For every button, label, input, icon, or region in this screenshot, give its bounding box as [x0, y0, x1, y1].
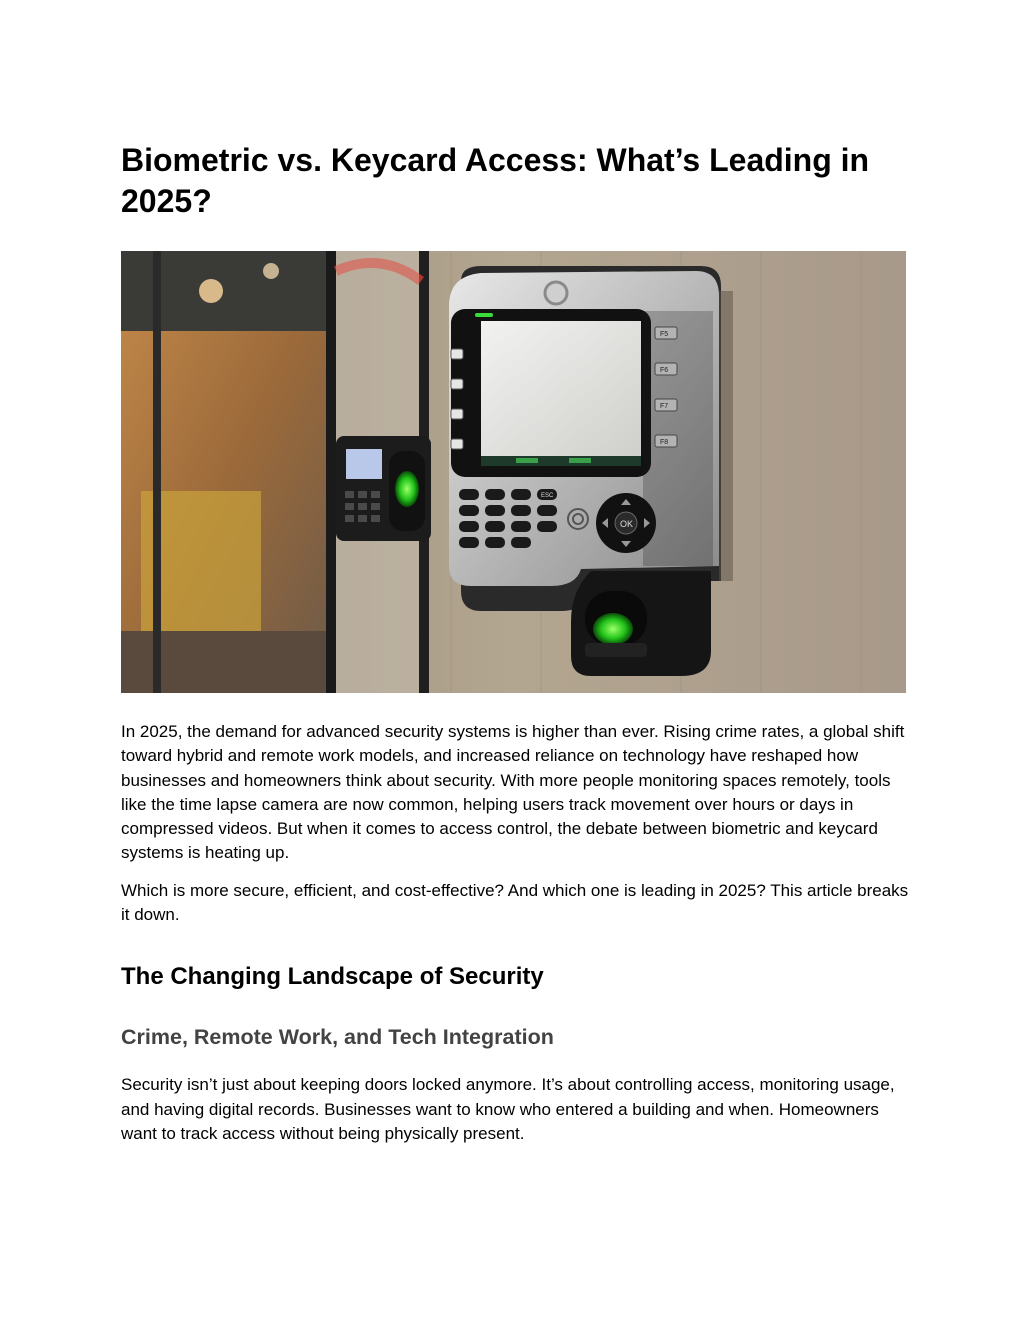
- section-heading: The Changing Landscape of Security: [121, 963, 544, 991]
- article-title: Biometric vs. Keycard Access: What’s Leading in 2025?: [121, 142, 870, 219]
- section-paragraph: Security isn’t just about keeping doors locked anymore. It’s about controlling access, monitoring usage, and having digital records. Businesses want to know who entered a building and when. Homeowners want to track access without being physically present.: [121, 1075, 895, 1143]
- esc-key-label: ESC: [541, 493, 554, 499]
- function-key-f8: F8: [660, 439, 669, 446]
- intro-paragraph: In 2025, the demand for advanced security systems is higher than ever. Rising crime rates, a global shift toward hybrid and remote work models, and increased reliance on technology have reshaped how businesses and homeowners think about security. With more people monitoring spaces remotely, tools like the time lapse camera are now common, helping users track movement over hours or days in compressed videos. But when it comes to access control, the debate between biometric and keycard systems is heating up.: [121, 722, 905, 863]
- hero-image: [121, 251, 906, 693]
- ok-key-label: OK: [620, 519, 634, 529]
- function-key-f6: F6: [660, 367, 669, 374]
- question-paragraph: Which is more secure, efficient, and cost-effective? And which one is leading in 2025? This article breaks it down.: [121, 880, 909, 925]
- article-body: [121, 140, 911, 1146]
- section-subheading: Crime, Remote Work, and Tech Integration: [121, 1025, 554, 1050]
- function-key-f7: F7: [660, 403, 669, 410]
- function-key-f5: F5: [660, 331, 669, 338]
